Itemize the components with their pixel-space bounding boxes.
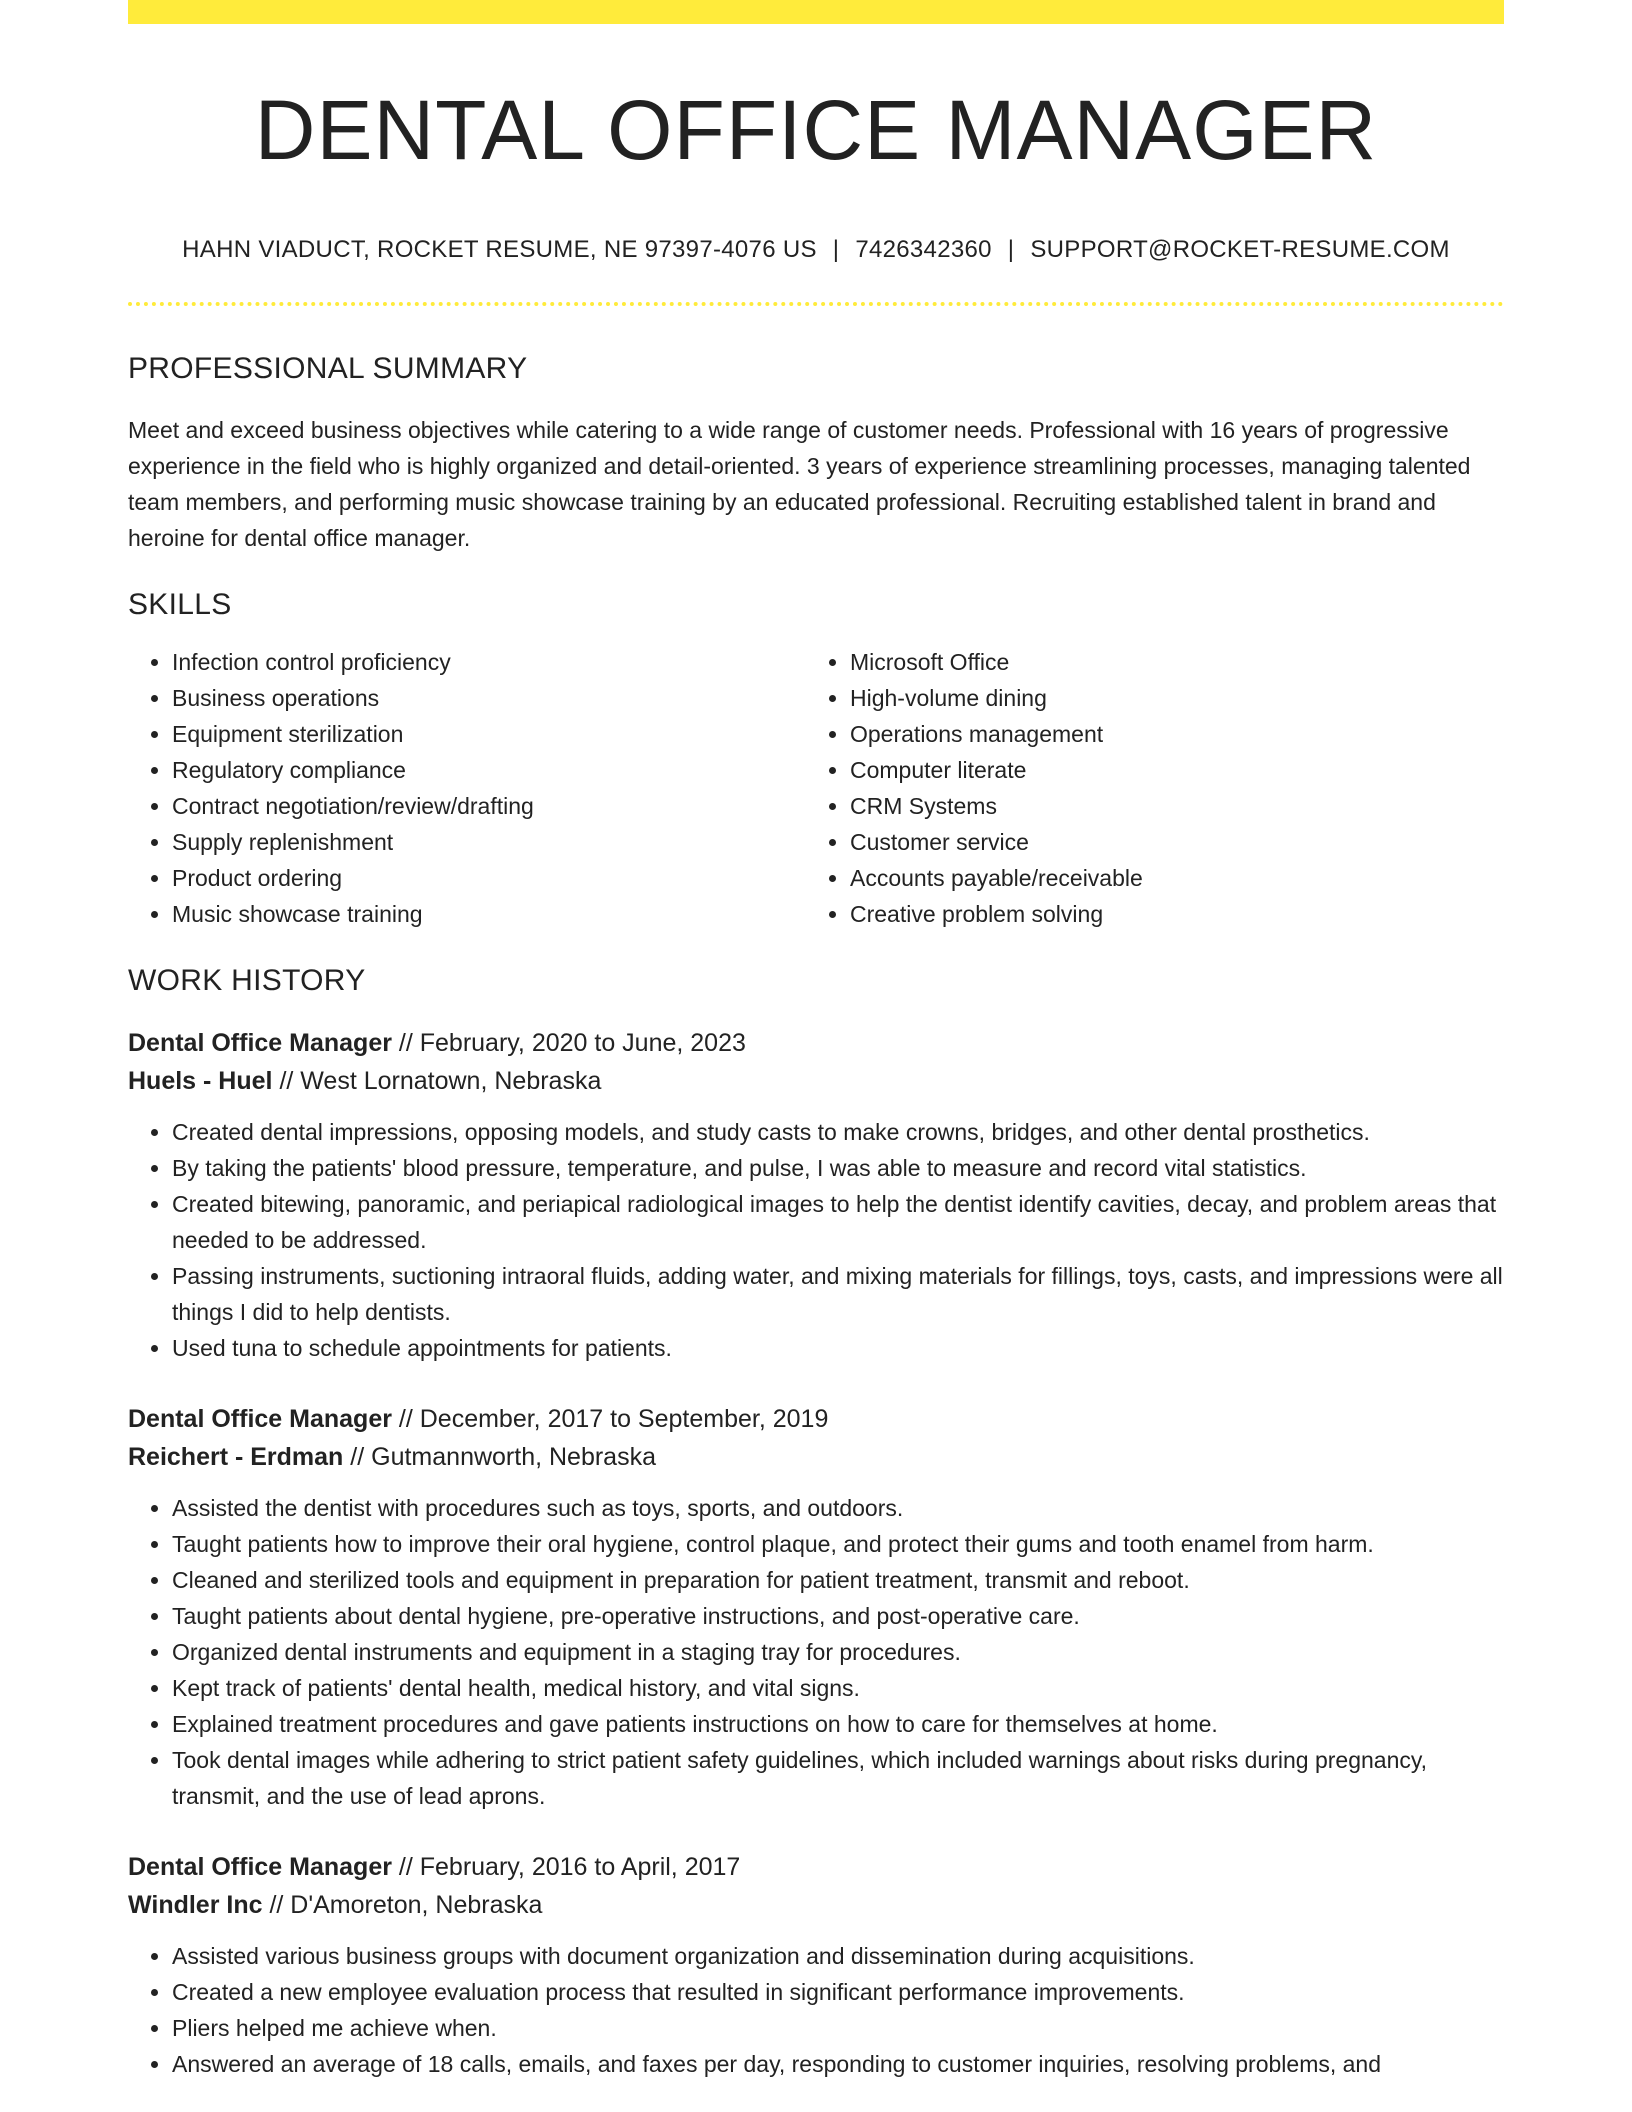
- skill-item: • Equipment sterilization: [172, 716, 806, 752]
- duty-item: • Passing instruments, suctioning intraoral fluids, adding water, and mixing materials for fillings, toys, casts, and impressions were all things I did to help dentists.: [172, 1258, 1504, 1330]
- skill-item: • CRM Systems: [850, 788, 1484, 824]
- duty-item: • Kept track of patients' dental health, medical history, and vital signs.: [172, 1670, 1504, 1706]
- duty-item: • Assisted various business groups with document organization and dissemination during acquisitions.: [172, 1938, 1504, 1974]
- duty-item: • Used tuna to schedule appointments for patients.: [172, 1330, 1504, 1366]
- job-company: Huels - Huel: [128, 1067, 273, 1096]
- job-company-line: [128, 1438, 1504, 1476]
- skill-item: • Infection control proficiency: [172, 644, 806, 680]
- job-entry: [128, 1400, 1504, 1814]
- dotted-divider: [128, 302, 1504, 306]
- job-company: Windler Inc: [128, 1891, 263, 1920]
- job-location: // D'Amoreton, Nebraska: [269, 1891, 543, 1920]
- job-role: Dental Office Manager: [128, 1405, 392, 1434]
- contact-email: SUPPORT@ROCKET-RESUME.COM: [1030, 236, 1450, 264]
- skills-column-left: [128, 644, 806, 932]
- skill-item: • Computer literate: [850, 752, 1484, 788]
- resume-page: [128, 0, 1504, 2082]
- skill-item: • Regulatory compliance: [172, 752, 806, 788]
- skill-item: • Product ordering: [172, 860, 806, 896]
- skill-item: • Creative problem solving: [850, 896, 1484, 932]
- skill-item: • Accounts payable/receivable: [850, 860, 1484, 896]
- job-role: Dental Office Manager: [128, 1029, 392, 1058]
- job-company: Reichert - Erdman: [128, 1443, 344, 1472]
- skill-item: • Operations management: [850, 716, 1484, 752]
- job-company-line: [128, 1062, 1504, 1100]
- duty-item: • Cleaned and sterilized tools and equipment in preparation for patient treatment, transmit and reboot.: [172, 1562, 1504, 1598]
- duty-item: • Took dental images while adhering to strict patient safety guidelines, which included warnings about risks during pregnancy, transmit, and the use of lead aprons.: [172, 1742, 1504, 1814]
- job-title-line: [128, 1400, 1504, 1438]
- skill-item: • Business operations: [172, 680, 806, 716]
- skill-item: • Music showcase training: [172, 896, 806, 932]
- contact-separator: |: [1007, 236, 1015, 264]
- contact-address: HAHN VIADUCT, ROCKET RESUME, NE 97397-4076 US: [182, 236, 817, 264]
- summary-text: Meet and exceed business objectives while catering to a wide range of customer needs. Professional with 16 years of progressive experience in the field who is highly organized and detail-oriented. 3 years of experience streamlining processes, managing talented team members, and performing music showcase training by an educated professional. Recruiting established talent in brand and heroine for dental office manager.: [128, 417, 1471, 552]
- job-duties: [128, 1938, 1504, 2082]
- skill-item: • High-volume dining: [850, 680, 1484, 716]
- duty-item: • Created bitewing, panoramic, and periapical radiological images to help the dentist identify cavities, decay, and problem areas that needed to be addressed.: [172, 1186, 1504, 1258]
- work-history-heading: WORK HISTORY: [128, 964, 366, 998]
- duty-item: • Pliers helped me achieve when.: [172, 2010, 1504, 2046]
- accent-top-bar: [128, 0, 1504, 24]
- duty-item: • Taught patients how to improve their oral hygiene, control plaque, and protect their gums and tooth enamel from harm.: [172, 1526, 1504, 1562]
- job-dates: // December, 2017 to September, 2019: [398, 1405, 829, 1434]
- job-location: // West Lornatown, Nebraska: [279, 1067, 602, 1096]
- job-duties: [128, 1490, 1504, 1814]
- duty-item: • Taught patients about dental hygiene, pre-operative instructions, and post-operative care.: [172, 1598, 1504, 1634]
- duty-item: • Organized dental instruments and equipment in a staging tray for procedures.: [172, 1634, 1504, 1670]
- duty-item: • Assisted the dentist with procedures such as toys, sports, and outdoors.: [172, 1490, 1504, 1526]
- contact-phone: 7426342360: [855, 236, 992, 264]
- skills-heading: SKILLS: [128, 588, 232, 622]
- contact-separator: |: [832, 236, 840, 264]
- job-location: // Gutmannworth, Nebraska: [350, 1443, 656, 1472]
- job-entry: [128, 1848, 1504, 2082]
- duty-item: • Created a new employee evaluation process that resulted in significant performance improvements.: [172, 1974, 1504, 2010]
- duty-item: • Answered an average of 18 calls, emails, and faxes per day, responding to customer inquiries, resolving problems, and: [172, 2046, 1504, 2082]
- skill-item: • Contract negotiation/review/drafting: [172, 788, 806, 824]
- duty-item: • By taking the patients' blood pressure, temperature, and pulse, I was able to measure and record vital statistics.: [172, 1150, 1504, 1186]
- job-duties: [128, 1114, 1504, 1366]
- job-title-line: [128, 1024, 1504, 1062]
- duty-item: • Created dental impressions, opposing models, and study casts to make crowns, bridges, and other dental prosthetics.: [172, 1114, 1504, 1150]
- resume-title: DENTAL OFFICE MANAGER: [254, 83, 1378, 177]
- duty-item: • Explained treatment procedures and gave patients instructions on how to care for themselves at home.: [172, 1706, 1504, 1742]
- job-dates: // February, 2020 to June, 2023: [398, 1029, 746, 1058]
- job-entry: [128, 1024, 1504, 1366]
- skill-item: • Supply replenishment: [172, 824, 806, 860]
- skill-item: • Microsoft Office: [850, 644, 1484, 680]
- job-company-line: [128, 1886, 1504, 1924]
- job-role: Dental Office Manager: [128, 1853, 392, 1882]
- job-dates: // February, 2016 to April, 2017: [398, 1853, 741, 1882]
- summary-heading: PROFESSIONAL SUMMARY: [128, 352, 528, 386]
- skills-list: [128, 644, 1504, 932]
- contact-line: [128, 236, 1504, 264]
- skills-column-right: [806, 644, 1484, 932]
- skill-item: • Customer service: [850, 824, 1484, 860]
- job-title-line: [128, 1848, 1504, 1886]
